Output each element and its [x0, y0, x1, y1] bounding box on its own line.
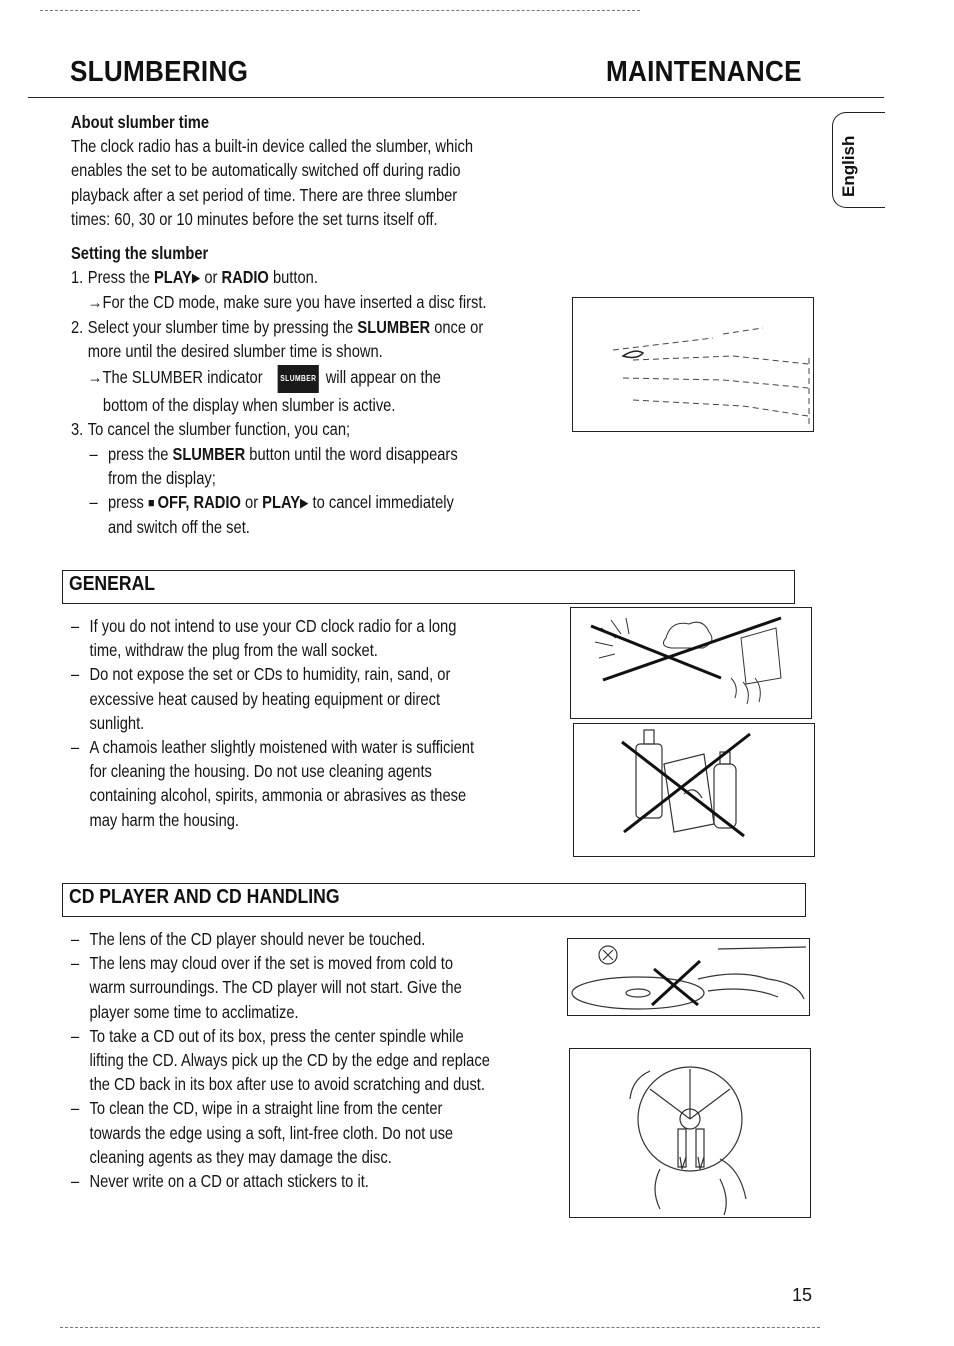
arrow-icon: →	[87, 367, 103, 388]
page-number: 15	[792, 1285, 813, 1305]
step-2-note-end: will appear on the	[325, 367, 441, 388]
step-1-or: or	[200, 267, 222, 288]
step-3b-or: or	[240, 492, 263, 513]
step-3-option-a	[71, 442, 486, 466]
dash-bullet: –	[71, 1025, 80, 1046]
list-item-text: lifting the CD. Always pick up the CD by the edge and replace	[89, 1050, 490, 1071]
list-item	[71, 1024, 490, 1048]
list-item-text: warm surroundings. The CD player will not start. Give the	[89, 977, 462, 998]
dash-bullet: –	[71, 1098, 80, 1119]
step-1-note-text: For the CD mode, make sure you have inserted a disc first.	[102, 292, 487, 313]
list-item-text: player some time to acclimatize.	[89, 1001, 299, 1022]
list-item-text: The lens of the CD player should never be touched.	[89, 929, 426, 949]
play-icon: ▶	[191, 270, 201, 286]
list-item-text: A chamois leather slightly moistened with water is sufficient	[89, 737, 475, 758]
list-item-text: Do not expose the set or CDs to humidity, rain, sand, or	[89, 664, 451, 685]
list-item	[71, 1096, 490, 1120]
step-2-number: 2.	[71, 316, 84, 337]
header-rule	[28, 97, 884, 98]
slumber-button-label: SLUMBER	[357, 316, 431, 337]
step-2-cont: more until the desired slumber time is shown.	[87, 340, 383, 361]
step-3-text: To cancel the slumber function, you can;	[87, 419, 351, 440]
cd-handling-list	[71, 927, 490, 1193]
lens-touch-illustration	[567, 938, 810, 1016]
list-item-text: the CD back in its box after use to avoid scratching and dust.	[89, 1074, 485, 1095]
play-button-label: PLAY	[262, 492, 301, 513]
list-item	[71, 614, 474, 638]
cd-handling-section-header	[62, 883, 806, 917]
arrow-icon: →	[87, 292, 103, 313]
list-item-text: The lens may cloud over if the set is moved from cold to	[89, 953, 454, 974]
radio-button-label: RADIO	[221, 267, 269, 288]
list-item-text: excessive heat caused by heating equipment or direct	[89, 688, 441, 709]
list-item	[71, 927, 490, 951]
list-item	[71, 951, 490, 975]
list-item-text: towards the edge using a soft, lint-free cloth. Do not use	[89, 1122, 454, 1143]
dash-bullet: –	[71, 1171, 80, 1192]
step-2-note	[71, 363, 486, 393]
about-slumber-text-2: enables the set to be automatically switched off during radio	[71, 160, 461, 181]
list-item	[71, 1169, 490, 1193]
play-icon: ▶	[300, 495, 309, 511]
list-item-text: cleaning agents as they may damage the disc.	[89, 1146, 392, 1167]
step-3a-end: button until the word disappears	[245, 443, 458, 464]
about-slumber-text-1: The clock radio has a built-in device called the slumber, which	[71, 136, 474, 157]
slumber-display-illustration	[572, 297, 814, 432]
list-item-text: Never write on a CD or attach stickers to it.	[89, 1171, 369, 1192]
setting-slumber-heading: Setting the slumber	[71, 243, 209, 264]
dash-bullet: –	[71, 953, 80, 974]
general-section-header	[62, 570, 795, 604]
list-item-text: containing alcohol, spirits, ammonia or abrasives as these	[89, 785, 467, 806]
step-3-option-b	[71, 490, 486, 515]
step-3b-end: to cancel immediately	[308, 492, 454, 513]
step-2	[71, 315, 486, 339]
list-item-text: sunlight.	[89, 712, 145, 733]
no-chemicals-illustration	[573, 723, 815, 857]
list-item-text: To clean the CD, wipe in a straight line from the center	[89, 1098, 443, 1119]
list-item-text: may harm the housing.	[89, 809, 240, 830]
step-3-option-a-cont: from the display;	[107, 467, 216, 488]
step-3b-text: press	[107, 492, 148, 513]
list-item	[71, 735, 474, 759]
list-item-text: If you do not intend to use your CD clock radio for a long	[89, 616, 457, 636]
general-list	[71, 614, 474, 832]
about-slumber-heading: About slumber time	[71, 112, 210, 132]
page-title-maintenance: MAINTENANCE	[606, 56, 802, 88]
step-2-end: once or	[430, 316, 484, 337]
stop-icon: ■	[147, 495, 158, 511]
step-1	[71, 265, 486, 290]
play-button-label: PLAY	[153, 267, 192, 288]
step-2-note-text: The SLUMBER indicator	[102, 367, 263, 388]
language-tab-label: English	[839, 135, 858, 197]
off-radio-label: OFF, RADIO	[157, 492, 241, 513]
step-3-option-b-cont: and switch off the set.	[107, 517, 250, 538]
no-heat-illustration	[570, 607, 812, 719]
list-item-text: for cleaning the housing. Do not use cleaning agents	[89, 761, 432, 782]
step-3-number: 3.	[71, 419, 84, 440]
step-1-number: 1.	[71, 267, 84, 288]
cd-cleaning-illustration	[569, 1048, 811, 1218]
dash-bullet: –	[71, 664, 80, 685]
step-3a-text: press the	[107, 443, 173, 464]
dash-bullet: –	[71, 616, 80, 636]
step-2-note-cont: bottom of the display when slumber is active.	[102, 395, 396, 416]
language-tab	[832, 112, 885, 208]
about-slumber-text-3: playback after a set period of time. There are three slumber	[71, 184, 458, 205]
slumber-button-label: SLUMBER	[172, 443, 246, 464]
cd-handling-section-title: CD PLAYER AND CD HANDLING	[69, 886, 340, 908]
step-1-note	[71, 290, 486, 314]
page-title-slumbering: SLUMBERING	[70, 56, 249, 88]
slumber-indicator-icon: SLUMBER	[278, 365, 319, 393]
dash-bullet: –	[71, 737, 80, 758]
step-3	[71, 417, 486, 441]
list-item-text: To take a CD out of its box, press the center spindle while	[89, 1025, 464, 1046]
dash-bullet: –	[89, 492, 98, 513]
dash-bullet: –	[71, 929, 80, 949]
dash-bullet: –	[89, 443, 98, 464]
about-slumber-text-4: times: 60, 30 or 10 minutes before the set turns itself off.	[71, 208, 438, 229]
step-2-text: Select your slumber time by pressing the	[87, 316, 358, 337]
scan-artifact-top	[40, 10, 640, 11]
scan-artifact-bottom	[60, 1327, 820, 1328]
step-1-text: Press the	[87, 267, 154, 288]
slumber-section	[71, 110, 486, 539]
list-item	[71, 662, 474, 686]
list-item-text: time, withdraw the plug from the wall socket.	[89, 640, 378, 661]
general-section-title: GENERAL	[69, 573, 156, 595]
step-1-end: button.	[268, 267, 318, 288]
